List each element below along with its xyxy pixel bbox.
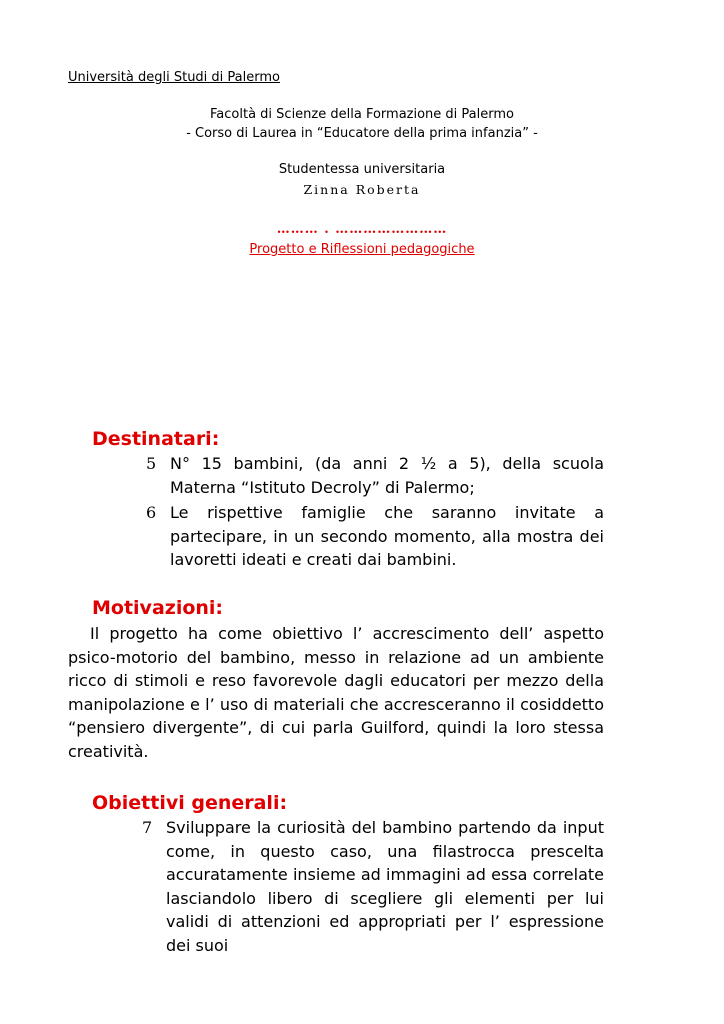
list-number: 5 <box>146 454 157 473</box>
student-label: Studentessa universitaria <box>278 162 446 177</box>
obiettivi-heading: Obiettivi generali: <box>92 792 288 814</box>
list-number: 6 <box>146 503 157 522</box>
list-number: 7 <box>142 818 153 837</box>
student-name: Zinna Roberta <box>303 182 421 197</box>
faculty-name: Facoltà di Scienze della Formazione di Palermo <box>210 107 514 122</box>
course-name: - Corso di Laurea in “Educatore della prima infanzia” - <box>186 126 538 141</box>
destinatari-heading: Destinatari: <box>92 428 220 450</box>
university-name: Università degli Studi di Palermo <box>68 70 280 85</box>
list-item: Le rispettive famiglie che saranno invitate a partecipare, in un secondo momento, alla mostra dei lavoretti ideati e creati dai bambini. <box>170 503 604 569</box>
list-item: N° 15 bambini, (da anni 2 ½ a 5), della scuola Materna “Istituto Decroly” di Palermo; <box>170 454 604 497</box>
motivazioni-paragraph: Il progetto ha come obiettivo l’ accrescimento dell’ aspetto psico-motorio del bambino, messo in relazione ad un ambiente ricco di stimoli e reso favorevole dagli educatori per mezzo della manipolazione e l’ uso di materiali che accresceranno il cosiddetto “pensiero divergente”, di cui parla Guilford, quindi la loro stessa creatività. <box>68 624 604 761</box>
list-item: Sviluppare la curiosità del bambino partendo da input come, in questo caso, una filastrocca prescelta accuratamente insieme ad immagini ad essa correlate lasciandolo libero di scegliere gli elementi per lui validi di attenzioni ed appropriati per l’ espressione dei suoi <box>166 818 604 955</box>
motivazioni-heading: Motivazioni: <box>92 597 224 619</box>
dotted-line: ……… . …………………… <box>276 222 448 237</box>
project-title[interactable]: Progetto e Riflessioni pedagogiche <box>249 242 475 257</box>
